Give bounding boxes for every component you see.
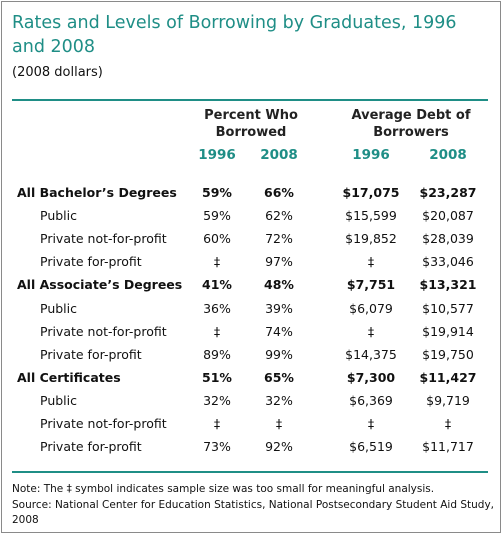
units-subtitle: (2008 dollars) bbox=[12, 65, 103, 80]
row-label: Private for-profit bbox=[40, 346, 142, 362]
table-row bbox=[0, 227, 504, 250]
table-cell: 39% bbox=[265, 300, 293, 316]
year-header: 1996 bbox=[198, 147, 236, 163]
table-cell: $6,369 bbox=[349, 392, 393, 408]
table-cell: 60% bbox=[203, 231, 231, 247]
table-cell: 97% bbox=[265, 254, 293, 270]
table-cell: 65% bbox=[264, 369, 294, 385]
table-cell: ‡ bbox=[275, 416, 283, 431]
footnote bbox=[12, 482, 496, 529]
table-cell: 32% bbox=[203, 392, 231, 408]
table-cell: ‡ bbox=[213, 416, 221, 431]
year-header: 2008 bbox=[429, 147, 467, 163]
table-cell: 74% bbox=[265, 323, 293, 339]
table-row bbox=[0, 343, 504, 366]
table-cell: $11,427 bbox=[419, 369, 477, 385]
table-cell: $19,852 bbox=[345, 231, 397, 247]
note-text: Note: The ‡ symbol indicates sample size was too small for meaningful analysis. bbox=[12, 483, 435, 495]
row-label: Public bbox=[40, 392, 77, 408]
table-row bbox=[0, 204, 504, 227]
table-cell: 92% bbox=[265, 439, 293, 455]
table-cell: $11,717 bbox=[422, 439, 474, 455]
table-row bbox=[0, 412, 504, 435]
year-header: 2008 bbox=[260, 147, 298, 163]
table-cell: ‡ bbox=[367, 254, 375, 270]
table-cell: $19,750 bbox=[422, 346, 474, 362]
table-row bbox=[0, 389, 504, 412]
table-cell: 51% bbox=[202, 369, 232, 385]
table-cell: $19,914 bbox=[422, 323, 474, 339]
year-header: 1996 bbox=[352, 147, 390, 163]
page-title: Rates and Levels of Borrowing by Graduates, 1996 and 2008 bbox=[12, 13, 457, 57]
header-percent-borrowed: Percent Who Borrowed bbox=[204, 108, 298, 140]
row-label: Private not-for-profit bbox=[40, 416, 167, 431]
table-cell: 59% bbox=[203, 208, 231, 224]
table-cell: $10,577 bbox=[422, 300, 474, 316]
row-label: Public bbox=[40, 300, 77, 316]
table-cell: 73% bbox=[203, 439, 231, 455]
row-label: Private for-profit bbox=[40, 254, 142, 270]
table-cell: $15,599 bbox=[345, 208, 397, 224]
table-row bbox=[0, 273, 504, 296]
table-cell: $17,075 bbox=[342, 185, 400, 200]
row-label: Public bbox=[40, 208, 77, 224]
row-label: Private not-for-profit bbox=[40, 231, 167, 247]
table-cell: 32% bbox=[265, 392, 293, 408]
row-label: All Associate’s Degrees bbox=[17, 277, 183, 293]
table-cell: $6,519 bbox=[349, 439, 393, 455]
table-cell: $33,046 bbox=[422, 254, 474, 270]
table-row bbox=[0, 297, 504, 320]
table-cell: $6,079 bbox=[349, 300, 393, 316]
table-cell: 59% bbox=[202, 185, 232, 200]
table-cell: $23,287 bbox=[419, 185, 477, 200]
table-cell: $14,375 bbox=[345, 346, 397, 362]
top-rule bbox=[12, 99, 488, 101]
header-average-debt: Average Debt of Borrowers bbox=[351, 108, 471, 140]
row-label: Private not-for-profit bbox=[40, 323, 167, 339]
table-cell: 36% bbox=[203, 300, 231, 316]
table-cell: 99% bbox=[265, 346, 293, 362]
table-cell: 72% bbox=[265, 231, 293, 247]
table-row bbox=[0, 435, 504, 458]
row-label: All Certificates bbox=[17, 369, 121, 385]
table-cell: $7,751 bbox=[346, 277, 396, 293]
source-text: Source: National Center for Education Statistics, National Postsecondary Student Aid Study, 2008 bbox=[12, 498, 495, 526]
row-label: Private for-profit bbox=[40, 439, 142, 455]
table-cell: $28,039 bbox=[422, 231, 474, 247]
table-cell: ‡ bbox=[213, 323, 221, 339]
table-row bbox=[0, 250, 504, 273]
table-row bbox=[0, 366, 504, 389]
table-cell: $9,719 bbox=[426, 392, 470, 408]
table-cell: 48% bbox=[264, 277, 294, 293]
table-cell: $7,300 bbox=[346, 369, 396, 385]
table-cell: 66% bbox=[264, 185, 294, 200]
table-cell: $13,321 bbox=[419, 277, 477, 293]
table-cell: ‡ bbox=[444, 416, 452, 431]
row-label: All Bachelor’s Degrees bbox=[17, 185, 177, 200]
table-row bbox=[0, 320, 504, 343]
table-cell: $20,087 bbox=[422, 208, 474, 224]
table-cell: ‡ bbox=[367, 416, 375, 431]
table-cell: 41% bbox=[202, 277, 232, 293]
table-cell: 89% bbox=[203, 346, 231, 362]
bottom-rule bbox=[12, 471, 488, 473]
table-row bbox=[0, 181, 504, 204]
table-cell: 62% bbox=[265, 208, 293, 224]
table-cell: ‡ bbox=[367, 323, 375, 339]
table-cell: ‡ bbox=[213, 254, 221, 270]
